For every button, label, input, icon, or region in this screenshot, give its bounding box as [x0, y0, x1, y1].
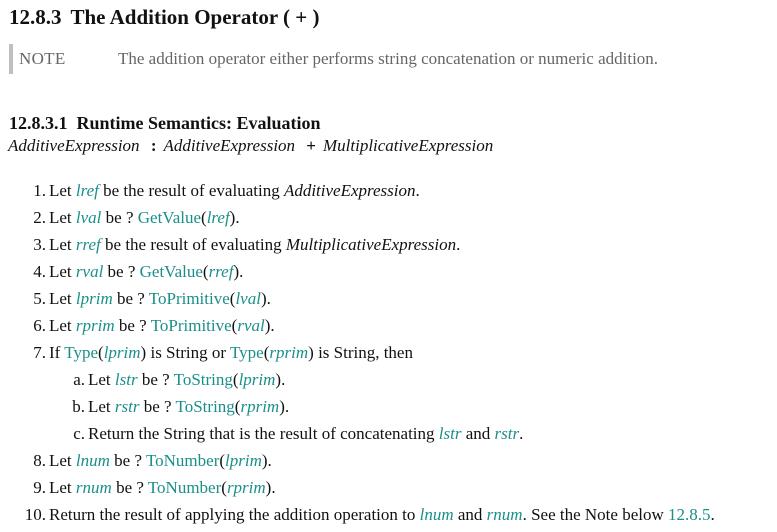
var-rval[interactable]: rval — [237, 316, 265, 335]
note-box — [9, 44, 773, 74]
grammar-production — [8, 133, 493, 159]
link-getvalue[interactable]: GetValue — [139, 262, 203, 281]
var-lstr[interactable]: lstr — [438, 424, 462, 443]
subsection-title: Runtime Semantics: Evaluation — [76, 113, 321, 133]
var-rprim[interactable]: rprim — [75, 316, 115, 335]
step-marker: 9. — [33, 478, 46, 497]
var-rprim[interactable]: rprim — [240, 397, 280, 416]
step-marker: 3. — [33, 235, 46, 254]
step-marker: 4. — [33, 262, 46, 281]
step-marker: 1. — [33, 181, 46, 200]
grammar-colon: : — [150, 136, 157, 155]
spec-page: 12.8.3 The Addition Operator ( + ) NOTE The addition operator either performs string concatenation or numeric addition. 12.8.3.1 Runtime Semantics: Evaluation AdditiveExpression : AdditiveExpression + MultiplicativeExpression 1. Let lref be the result of evaluating AdditiveExpression. 2. Let lval be ? GetValue(lref). 3. Let rref be the result of evaluating MultiplicativeExpression. 4. Let rval be ? GetValue(rref). 5. Let lprim be ? ToPrimitive(lval). 6. Let rprim be ? ToPrimitive(rval). 7. If Type(lprim) is String or Type(rprim) is String, then a. Let lstr be ? ToString(lprim). b. Let rstr be ? ToString(rprim). c. Return the String that is the result of concatenating lstr and rstr. 8. Let lnum be ? ToNumber(lprim). 9. Let rnum be ? ToNumber(rprim). 10. Return the result of applying the addition operation to lnum and rnum. See the Note below 12.8.5. — [0, 0, 777, 532]
subsection-number: 12.8.3.1 — [9, 113, 68, 133]
var-lnum[interactable]: lnum — [419, 505, 454, 524]
step-marker: 2. — [33, 208, 46, 227]
note-text: The addition operator either performs string concatenation or numeric addition. — [118, 49, 659, 68]
link-toprimitive[interactable]: ToPrimitive — [148, 289, 230, 308]
link-getvalue[interactable]: GetValue — [137, 208, 202, 227]
grammar-plus: + — [306, 136, 316, 155]
var-lprim[interactable]: lprim — [75, 289, 113, 308]
step-marker: c. — [73, 424, 85, 443]
section-heading — [9, 4, 320, 30]
var-rnum[interactable]: rnum — [486, 505, 523, 524]
link-tonumber[interactable]: ToNumber — [145, 451, 220, 470]
link-type[interactable]: Type — [64, 343, 99, 362]
var-rnum[interactable]: rnum — [75, 478, 112, 497]
link-tonumber[interactable]: ToNumber — [147, 478, 222, 497]
var-rprim[interactable]: rprim — [269, 343, 309, 362]
section-title: The Addition Operator ( + ) — [70, 5, 320, 29]
nonterminal-multiplicative: MultiplicativeExpression — [285, 235, 457, 254]
var-lprim[interactable]: lprim — [238, 370, 276, 389]
var-rprim[interactable]: rprim — [226, 478, 266, 497]
step-marker: 10. — [24, 505, 46, 524]
step-marker: 6. — [33, 316, 46, 335]
link-toprimitive[interactable]: ToPrimitive — [150, 316, 232, 335]
var-rref[interactable]: rref — [208, 262, 234, 281]
var-lval[interactable]: lval — [75, 208, 102, 227]
step-marker: a. — [73, 370, 85, 389]
nonterminal-additive: AdditiveExpression — [283, 181, 416, 200]
var-lval[interactable]: lval — [235, 289, 261, 308]
step-marker: 5. — [33, 289, 46, 308]
var-lstr[interactable]: lstr — [114, 370, 138, 389]
var-lprim[interactable]: lprim — [103, 343, 141, 362]
link-type[interactable]: Type — [229, 343, 264, 362]
step-marker: 7. — [33, 343, 46, 362]
var-lnum[interactable]: lnum — [75, 451, 110, 470]
xref-link[interactable]: 12.8.5 — [667, 505, 711, 524]
link-tostring[interactable]: ToString — [175, 397, 235, 416]
var-lref[interactable]: lref — [75, 181, 99, 200]
var-lref[interactable]: lref — [206, 208, 230, 227]
grammar-lhs: AdditiveExpression — [8, 136, 140, 155]
var-rstr[interactable]: rstr — [494, 424, 520, 443]
var-lprim[interactable]: lprim — [225, 451, 262, 470]
note-label: NOTE — [19, 49, 66, 68]
grammar-rhs-additive: AdditiveExpression — [163, 136, 296, 155]
var-rstr[interactable]: rstr — [114, 397, 140, 416]
step-marker: b. — [72, 397, 85, 416]
var-rref[interactable]: rref — [75, 235, 101, 254]
grammar-rhs-multiplicative: MultiplicativeExpression — [322, 136, 494, 155]
link-tostring[interactable]: ToString — [173, 370, 233, 389]
var-rval[interactable]: rval — [75, 262, 104, 281]
section-number: 12.8.3 — [9, 5, 62, 29]
step-marker: 8. — [33, 451, 46, 470]
